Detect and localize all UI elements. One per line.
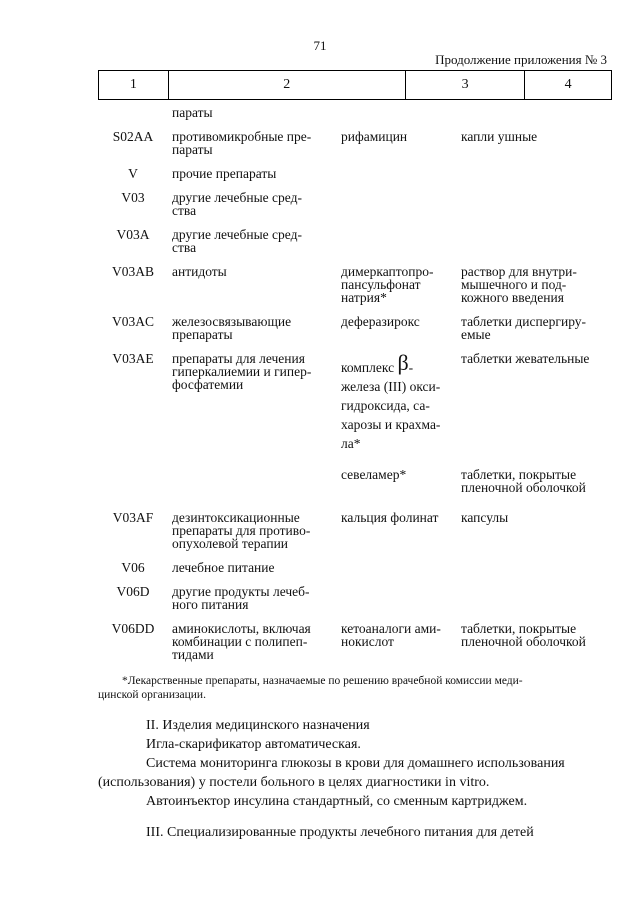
group-name: прочие препараты <box>172 166 277 181</box>
page-number: 71 <box>313 38 327 53</box>
drug-name: севеламер* <box>341 467 407 482</box>
section-iii-heading: III. Специализированные продукты лечебного питания для детей <box>146 825 534 840</box>
atc-code: V <box>128 166 138 181</box>
group-name: другие лечебные сред- ства <box>172 190 302 218</box>
drug-name-rest: железа (III) окси- гидроксида, са- харозы и крахма- ла* <box>341 379 441 451</box>
group-name: противомикробные пре- параты <box>172 129 312 157</box>
group-name: лечебное питание <box>172 560 275 575</box>
drug-name <box>341 350 453 453</box>
header-col-3: 3 <box>406 71 526 99</box>
drug-name: димеркаптопро- пансульфонат натрия* <box>341 264 434 305</box>
dosage-form: капсулы <box>461 510 509 525</box>
header-col-4: 4 <box>564 77 572 92</box>
continuation-label: Продолжение приложения № 3 <box>435 52 607 67</box>
atc-code: V03AF <box>112 510 154 525</box>
drug-name-first-line <box>341 350 453 377</box>
section-ii-item-2-line-1: Система мониторинга глюкозы в крови для домашнего использования <box>146 756 565 771</box>
section-ii-item-1: Игла-скарификатор автоматическая. <box>146 737 361 752</box>
atc-code: V06DD <box>111 621 155 636</box>
header-col-1: 1 <box>99 71 169 99</box>
dosage-form: таблетки, покрытые пленочной оболочкой <box>461 467 586 495</box>
atc-code: V06D <box>116 584 150 599</box>
footnote-line-1: *Лекарственные препараты, назначаемые по решению врачебной комиссии меди- <box>122 675 523 687</box>
group-name: другие продукты лечеб- ного питания <box>172 584 310 612</box>
dosage-form: таблетки жевательные <box>461 351 590 366</box>
group-name: препараты для лечения гиперкалиемии и гипер- фосфатемии <box>172 351 312 392</box>
header-col-2: 2 <box>169 71 406 99</box>
beta-symbol: β <box>397 350 409 375</box>
atc-code: V06 <box>121 560 145 575</box>
drug-name: кетоаналоги ами- нокислот <box>341 621 441 649</box>
dosage-form: раствор для внутри- мышечного и под- кожного введения <box>461 264 577 305</box>
group-name: железосвязывающие препараты <box>172 314 292 342</box>
table-header <box>98 70 612 100</box>
dosage-form: таблетки диспергиру- емые <box>461 314 587 342</box>
atc-code: V03AC <box>111 314 154 329</box>
group-name: дезинтоксикационные препараты для противо- опухолевой терапии <box>172 510 311 551</box>
atc-code: S02AA <box>112 129 154 144</box>
group-name: аминокислоты, включая комбинации с полипеп- тидами <box>172 621 311 662</box>
drug-suffix: - <box>408 360 414 375</box>
footnote-line-2: цинской организации. <box>98 689 206 701</box>
group-name: параты <box>172 105 213 120</box>
section-ii-item-2-line-2: (использования) у постели больного в целях диагностики in vitro. <box>98 775 490 790</box>
group-name: антидоты <box>172 264 227 279</box>
dosage-form: таблетки, покрытые пленочной оболочкой <box>461 621 586 649</box>
dosage-form: капли ушные <box>461 129 538 144</box>
atc-code: V03 <box>121 190 145 205</box>
atc-code: V03AE <box>112 351 154 366</box>
drug-name: деферазирокс <box>341 314 420 329</box>
section-ii-heading: II. Изделия медицинского назначения <box>146 718 370 733</box>
atc-code: V03A <box>116 227 150 242</box>
group-name: другие лечебные сред- ства <box>172 227 302 255</box>
drug-name: кальция фолинат <box>341 510 439 525</box>
drug-prefix: комплекс <box>341 360 395 375</box>
section-ii-item-3: Автоинъектор инсулина стандартный, со сменным картриджем. <box>146 794 528 809</box>
atc-code: V03AB <box>111 264 154 279</box>
drug-name: рифамицин <box>341 129 408 144</box>
